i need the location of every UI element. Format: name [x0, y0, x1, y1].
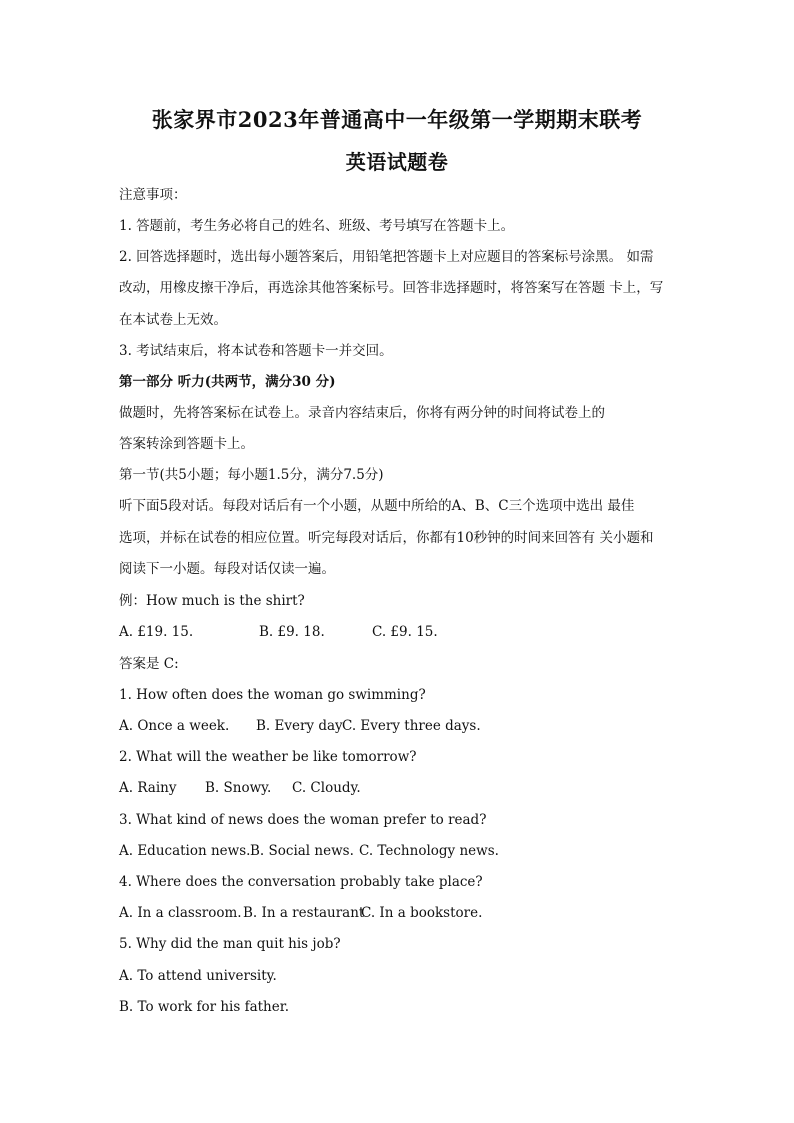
- question-3-option-b: B. Social news.: [250, 843, 354, 859]
- section-one-instructions-line-2: 选项，并标在试卷的相应位置。听完每段对话后，你都有10秒钟的时间来回答有 关小题和: [119, 530, 654, 546]
- question-2-option-a: A. Rainy: [119, 780, 177, 796]
- question-4-option-b: B. In a restaurant: [243, 905, 365, 921]
- question-1-option-c: C. Every three days.: [342, 718, 481, 734]
- section-one-instructions-line-3: 阅读下一小题。每段对话仅读一遍。: [119, 561, 335, 577]
- notice-heading: 注意事项：: [119, 187, 187, 203]
- notice-item-2-line-3: 在本试卷上无效。: [119, 312, 227, 328]
- question-1-option-a: A. Once a week.: [119, 718, 230, 734]
- example-question: 例：How much is the shirt?: [119, 593, 305, 609]
- question-4-option-a: A. In a classroom.: [119, 905, 242, 921]
- question-1: 1. How often does the woman go swimming?: [119, 687, 426, 703]
- question-4: 4. Where does the conversation probably take place?: [119, 874, 483, 890]
- example-option-a: A. £19. 15.: [119, 624, 194, 640]
- question-2-options: [119, 779, 685, 797]
- question-5-option-a: A. To attend university.: [119, 968, 277, 984]
- example-answer: 答案是 C:: [119, 656, 179, 672]
- question-5: 5. Why did the man quit his job?: [119, 936, 341, 952]
- notice-item-3: 3. 考试结束后，将本试卷和答题卡一并交回。: [119, 343, 393, 359]
- exam-title: 张家界市2023年普通高中一年级第一学期期末联考: [151, 107, 643, 132]
- part-one-intro-line-1: 做题时，先将答案标在试卷上。录音内容结束后，你将有两分钟的时间将试卷上的: [119, 405, 605, 421]
- question-2: 2. What will the weather be like tomorrow?: [119, 749, 417, 765]
- question-4-options: [119, 904, 685, 922]
- notice-item-1: 1. 答题前，考生务必将自己的姓名、班级、考号填写在答题卡上。: [119, 218, 515, 234]
- question-3: 3. What kind of news does the woman prefer to read?: [119, 812, 487, 828]
- question-1-option-b: B. Every day: [256, 718, 343, 734]
- section-one-heading: 第一节(共5小题；每小题1.5分，满分7.5分): [119, 467, 384, 483]
- example-options: [119, 623, 685, 641]
- question-3-option-a: A. Education news.: [119, 843, 251, 859]
- question-3-options: [119, 842, 685, 860]
- question-5-option-b: B. To work for his father.: [119, 999, 290, 1015]
- question-2-option-b: B. Snowy.: [205, 780, 272, 796]
- question-4-option-c: C. In a bookstore.: [361, 905, 483, 921]
- part-one-intro-line-2: 答案转涂到答题卡上。: [119, 436, 254, 452]
- notice-item-2-line-1: 2. 回答选择题时，选出每小题答案后，用铅笔把答题卡上对应题目的答案标号涂黑。 如需: [119, 249, 654, 265]
- example-option-c: C. £9. 15.: [372, 624, 438, 640]
- part-one-heading: 第一部分 听力(共两节，满分30 分): [119, 374, 336, 390]
- section-one-instructions-line-1: 听下面5段对话。每段对话后有一个小题，从题中所给的A、B、C三个选项中选出 最佳: [119, 498, 635, 514]
- question-2-option-c: C. Cloudy.: [292, 780, 361, 796]
- notice-item-2-line-2: 改动，用橡皮擦干净后，再选涂其他答案标号。回答非选择题时，将答案写在答题 卡上，写: [119, 280, 664, 296]
- question-3-option-c: C. Technology news.: [359, 843, 499, 859]
- exam-subtitle: 英语试题卷: [345, 150, 449, 174]
- example-option-b: B. £9. 18.: [259, 624, 325, 640]
- question-1-options: [119, 717, 685, 735]
